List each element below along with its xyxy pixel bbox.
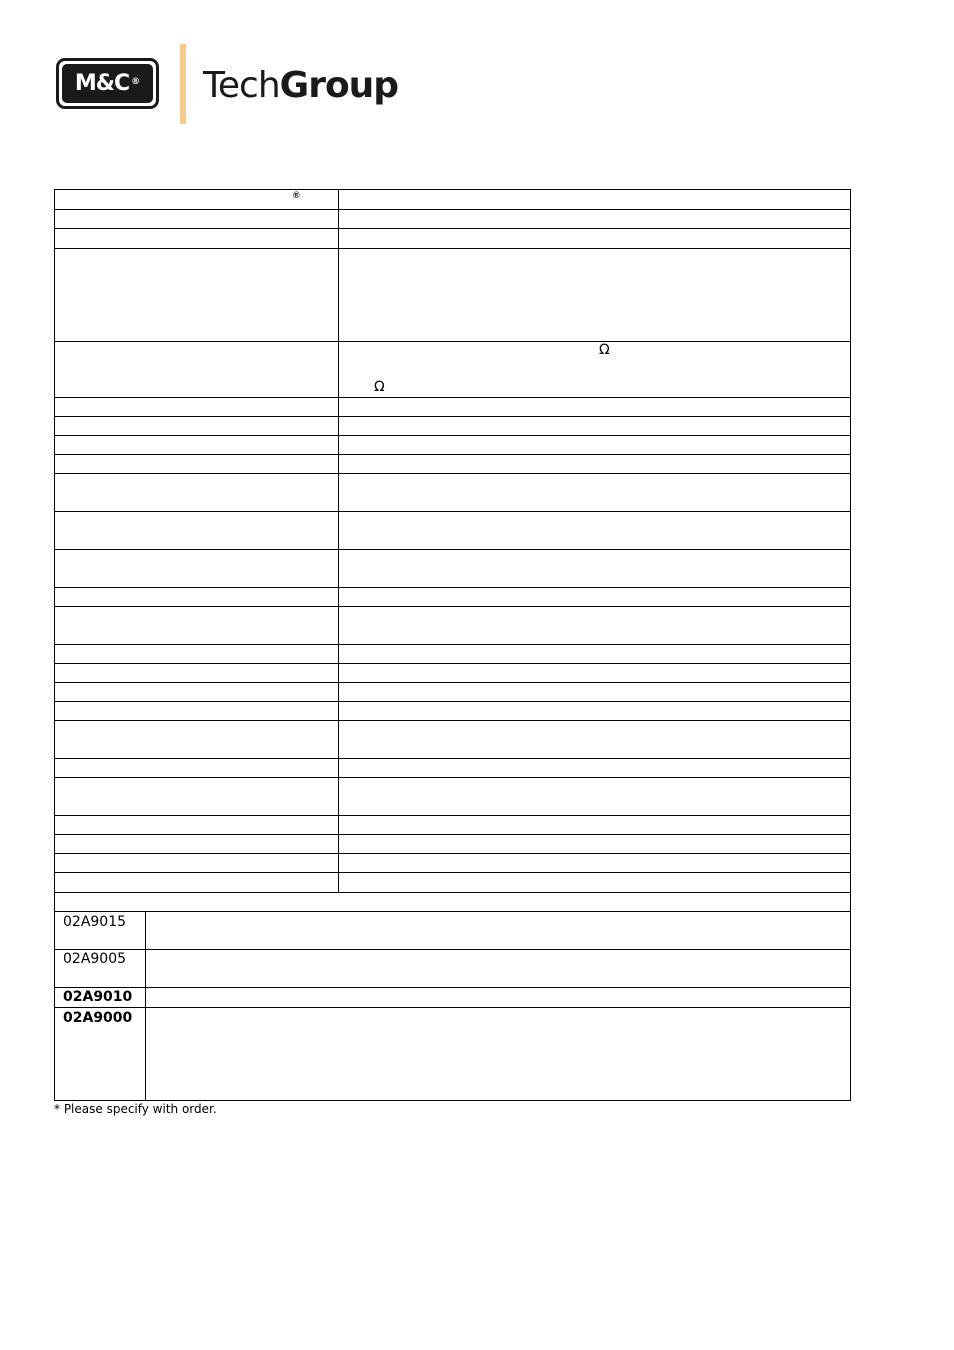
order-code: 02A9005: [63, 951, 127, 967]
logo-registered-mark: ®: [131, 76, 141, 87]
footnote: * Please specify with order.: [54, 1102, 217, 1116]
spec-registered-mark: ®: [293, 190, 300, 200]
omega-symbol: Ω: [599, 342, 610, 358]
order-code: 02A9010: [63, 989, 133, 1005]
wordmark-tech: Tech: [203, 65, 280, 106]
omega-symbol: Ω: [374, 379, 385, 395]
mc-logo-text: M&C: [74, 71, 130, 96]
wordmark-group: Group: [279, 65, 399, 106]
order-code: 02A9015: [63, 914, 127, 930]
order-code: 02A9000: [63, 1010, 133, 1026]
